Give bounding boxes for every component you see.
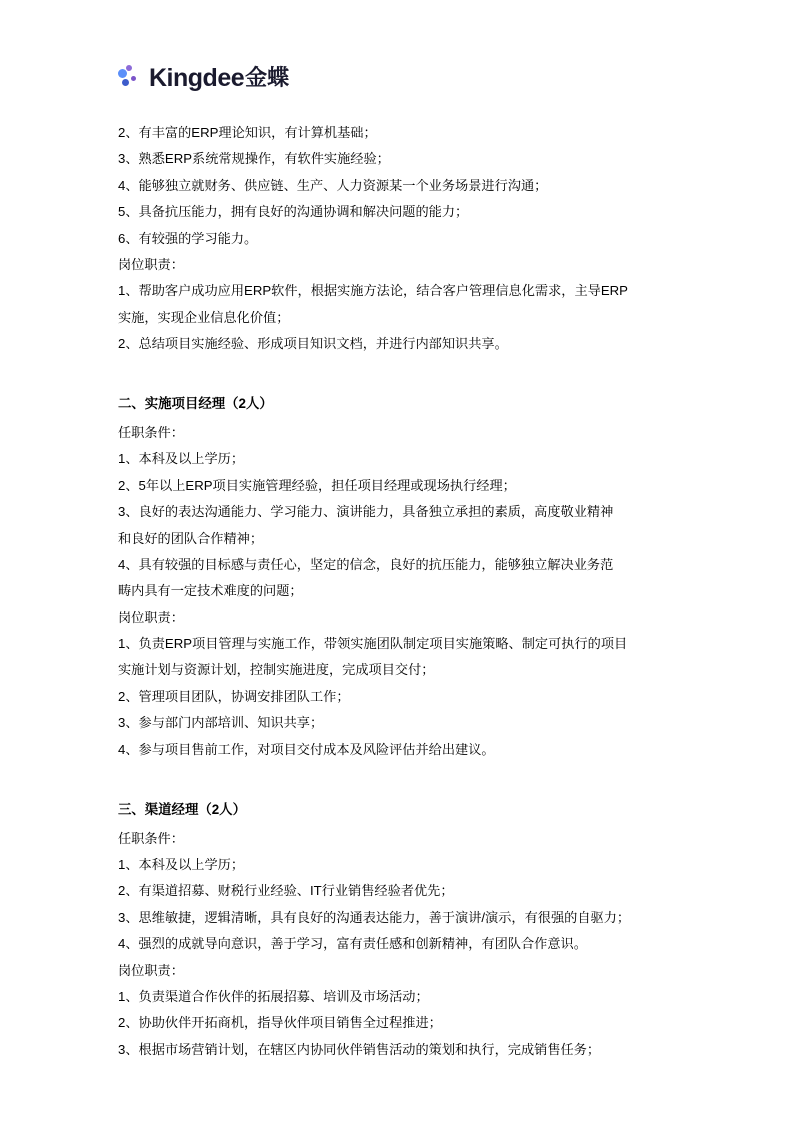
duties-label: 岗位职责：	[118, 609, 184, 625]
requirement-line: 6、有较强的学习能力。	[118, 230, 258, 246]
duty-line: 1、负责渠道合作伙伴的拓展招募、培训及市场活动；	[118, 988, 429, 1004]
section-title: 二、实施项目经理（2人）	[118, 396, 273, 412]
duty-line: 1、帮助客户成功应用ERP软件，根据实施方法论，结合客户管理信息化需求，主导ERP	[118, 283, 628, 299]
requirement-line: 3、熟悉ERP系统常规操作，有软件实施经验；	[118, 151, 390, 167]
requirement-line: 1、本科及以上学历；	[118, 451, 245, 467]
duty-line: 实施计划与资源计划，控制实施进度，完成项目交付；	[118, 662, 435, 678]
requirement-line: 2、有渠道招募、财税行业经验、IT行业销售经验者优先；	[118, 883, 454, 899]
requirement-line: 和良好的团队合作精神；	[118, 530, 264, 546]
logo-text-cn: 金蝶	[245, 65, 290, 90]
requirement-line: 畴内具有一定技术难度的问题；	[118, 583, 303, 599]
duties-label: 岗位职责：	[118, 256, 184, 272]
top-section	[118, 122, 676, 354]
requirement-line: 5、具备抗压能力，拥有良好的沟通协调和解决问题的能力；	[118, 204, 469, 220]
duty-line: 1、负责ERP项目管理与实施工作，带领实施团队制定项目实施策略、制定可执行的项目	[118, 636, 628, 652]
requirement-line: 4、强烈的成就导向意识，善于学习，富有责任感和创新精神，有团队合作意识。	[118, 936, 587, 952]
requirement-line: 4、具有较强的目标感与责任心，坚定的信念，良好的抗压能力，能够独立解决业务范	[118, 556, 614, 572]
duty-line: 4、参与项目售前工作，对项目交付成本及风险评估并给出建议。	[118, 741, 495, 757]
requirements-label: 任职条件：	[118, 425, 184, 441]
duty-line: 3、参与部门内部培训、知识共享；	[118, 715, 324, 731]
duty-line: 3、根据市场营销计划，在辖区内协同伙伴销售活动的策划和执行，完成销售任务；	[118, 1041, 601, 1057]
requirement-line: 3、思维敏捷，逻辑清晰，具有良好的沟通表达能力，善于演讲/演示，有很强的自驱力；	[118, 909, 631, 925]
requirements-label: 任职条件：	[118, 830, 184, 846]
duties-label: 岗位职责：	[118, 962, 184, 978]
requirement-line: 4、能够独立就财务、供应链、生产、人力资源某一个业务场景进行沟通；	[118, 177, 548, 193]
duty-line: 实施，实现企业信息化价值；	[118, 309, 290, 325]
logo-text: Kingdee	[149, 63, 245, 92]
section-implementation-project-manager	[118, 393, 676, 760]
duty-line: 2、管理项目团队，协调安排团队工作；	[118, 688, 350, 704]
section-channel-manager	[118, 799, 676, 1060]
kingdee-dots-logo-icon	[118, 65, 144, 91]
requirement-line: 2、有丰富的ERP理论知识，有计算机基础；	[118, 125, 377, 140]
duty-line: 2、总结项目实施经验、形成项目知识文档，并进行内部知识共享。	[118, 336, 508, 351]
requirement-line: 2、5年以上ERP项目实施管理经验，担任项目经理或现场执行经理；	[118, 477, 516, 493]
section-title: 三、渠道经理（2人）	[118, 801, 246, 817]
requirement-line: 1、本科及以上学历；	[118, 857, 245, 873]
duty-line: 2、协助伙伴开拓商机，指导伙伴项目销售全过程推进；	[118, 1015, 442, 1031]
requirement-line: 3、良好的表达沟通能力、学习能力、演讲能力，具备独立承担的素质，高度敬业精神	[118, 504, 614, 520]
kingdee-logo	[118, 56, 676, 100]
